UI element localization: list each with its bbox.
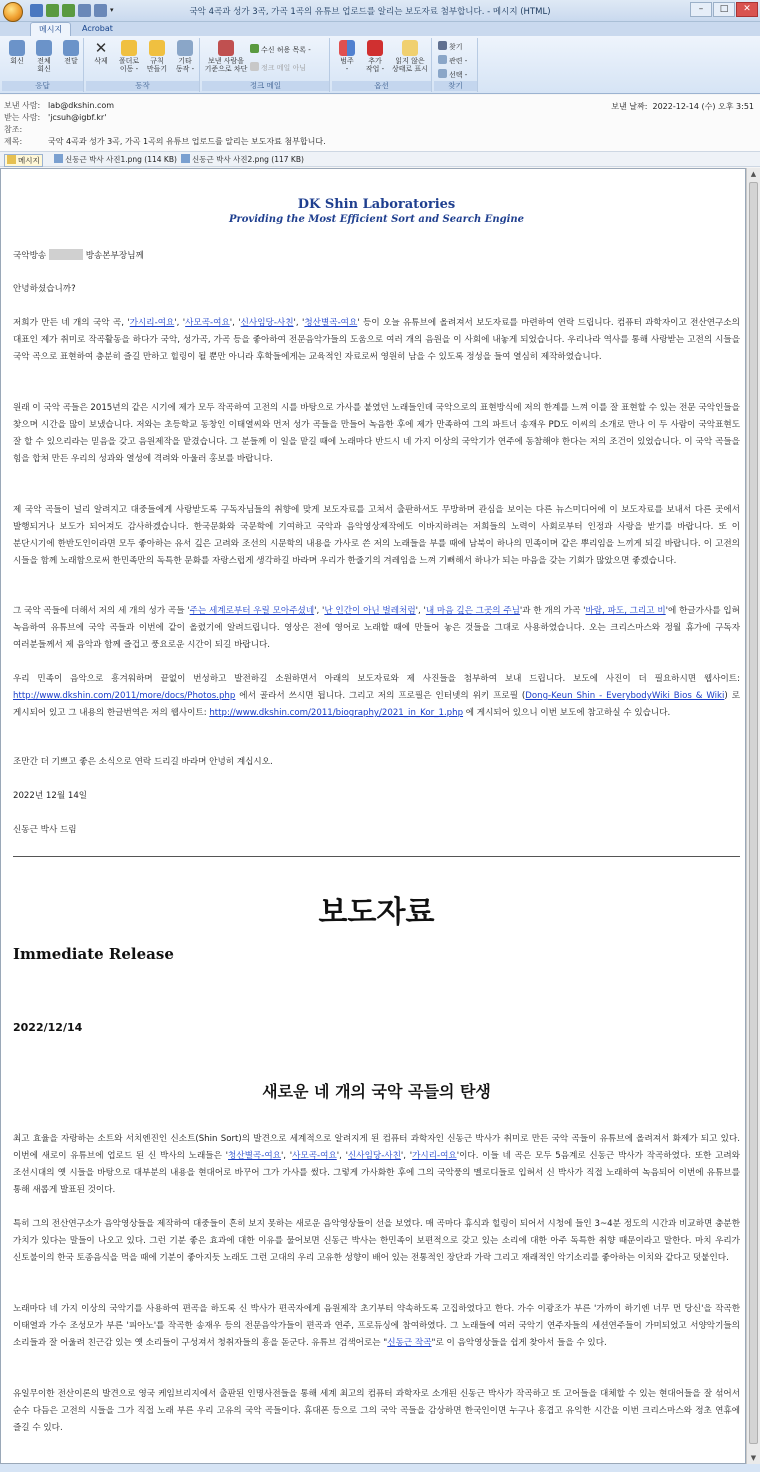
find-button[interactable]: 찾기	[438, 41, 463, 52]
window-title: 국악 4곡과 성가 3곡, 가곡 1곡의 유튜브 업로드를 알리는 보도자료 첨부합니다. - 메시지 (HTML)	[189, 7, 551, 17]
vertical-scrollbar[interactable]	[746, 168, 760, 1464]
ribbon-tabs	[0, 22, 760, 36]
cc-row: 참조:	[4, 125, 23, 134]
attachment-message[interactable]: 메시지	[4, 154, 43, 167]
tab-message[interactable]: 메시지	[30, 22, 71, 36]
press-song-link-4[interactable]: 가시리-여요	[412, 1151, 457, 1161]
song-link-2[interactable]: 사모곡-여요	[185, 318, 230, 328]
letter-paragraph-2: 원래 이 국악 곡들은 2015년의 같은 시기에 제가 모두 작곡하여 고전의 시를 바탕으로 가사를 붙였던 노래들인데 국악으로의 표현방식에 저의 한계를 느껴 이를 잘 표현할 수 있는 전문 국악인들을 찾으며 시간을 많이 보냈습니다. 저와는 초등학교 동창인 이태열씨와 먼저 성가 곡들을 만들어 녹음한 후에 제가 만족하여 그의 파트너 송재우 PD도 이씨의 소개로 만나 이 두 사람이 국악표현도 잘 할 수 있으리라는 믿음을 갖고 음원제작을 맡겼습니다. 그 분들께 이 일을 맡길 때에 노래마다 반드시 네 가지 이상의 국악기가 연주에 동참해야 한다는 저의 조건이 있었습니다. 이 국악 곡들을 힘을 합쳐 만든 우리의 성과와 열성에 격려와 아울러 홍보를 바랍니다.	[13, 403, 740, 464]
forward-icon	[63, 40, 79, 56]
letter-paragraph-1: 저희가 만든 네 개의 국악 곡, '가시리-여요', '사모곡-여요', '신사임당-사친', '청산별곡-여요' 등이 오늘 유튜브에 올려져서 보도자료를 마련하여 연락 드립니다. 컴퓨터 과학자이고 전산연구소의 대표인 제가 취미로 작곡활동을 하다가 국악, 성가곡, 가곡 등을 좋아하여 전문음악가들의 도움으로 여러 개의 음원을 이 사회에 내놓게 되었습니다. 우리나라 역사를 통해 사랑받는 고전의 시들을 국악 곡으로 표현하여 충분히 즐길 만하고 힐링이 될 뿐만 아니라 후학들에게는 교육적인 자료로써 영원히 남을 수 있도록 정성을 들여 열심히 제작하였습니다.	[13, 318, 740, 362]
actions-group-label: 동작	[86, 81, 199, 91]
subject-value: 국악 4곡과 성가 3곡, 가곡 1곡의 유튜브 업로드를 알리는 보도자료 첨부합니다.	[48, 137, 326, 146]
actions-group	[86, 38, 200, 92]
scroll-thumb[interactable]	[749, 182, 758, 1444]
from-value[interactable]: lab@dkshin.com	[48, 101, 115, 110]
folder-icon	[121, 40, 137, 56]
categorize-button[interactable]: 범주 -	[334, 40, 360, 73]
categorize-icon	[339, 40, 355, 56]
attachment-photo-2[interactable]: 신동근 박사 사진2.png (117 KB)	[179, 154, 306, 165]
move-to-folder-button[interactable]: 폴더로 이동 -	[116, 40, 142, 73]
attachments-bar	[0, 151, 760, 167]
redacted-name	[49, 249, 83, 260]
press-date: 2022/12/14	[13, 1021, 83, 1034]
press-headline: 새로운 네 개의 국악 곡들의 탄생	[262, 1082, 491, 1101]
image-file-icon	[181, 154, 190, 163]
greeting: 안녕하셨습니까?	[13, 284, 76, 294]
safe-list-icon	[250, 44, 259, 53]
not-junk-button[interactable]: 정크 메일 아님	[250, 62, 306, 73]
redo-icon[interactable]	[62, 4, 75, 17]
binoculars-icon	[438, 41, 447, 50]
hymn-link-1[interactable]: 주는 세계로부터 우릴 모아주셨네	[189, 606, 315, 616]
block-sender-icon	[218, 40, 234, 56]
attachment-photo-1[interactable]: 신동근 박사 사진1.png (114 KB)	[52, 154, 179, 165]
safe-list-button[interactable]: 수신 허용 목록 -	[250, 44, 311, 55]
reply-button[interactable]: 회신	[4, 40, 30, 65]
minimize-button[interactable]: –	[690, 2, 712, 17]
maximize-button[interactable]: □	[713, 2, 735, 17]
related-icon	[438, 55, 447, 64]
ribbon	[0, 36, 760, 94]
rule-icon	[149, 40, 165, 56]
press-paragraph-4: 유일무이한 전산이론의 발견으로 영국 케임브리지에서 출판된 인명사전들을 통해 세계 최고의 컴퓨터 과학자로 소개된 신동근 박사가 작곡하고 또 고어들을 대체할 수 있는 현대어들을 잘 섞어서 순수 다듬은 고전의 시들을 그가 직접 노래 부른 우리 고유의 국악 곡들이다. 휴대폰 등으로 그의 국악 곡들을 감상하면 한국인이면 누구나 흥겹고 유익한 시간을 이번 크리스마스와 정초 연휴에 즐길 수 있다.	[13, 1389, 740, 1433]
photos-link[interactable]: http://www.dkshin.com/2011/more/docs/Photos.php	[13, 691, 236, 701]
find-group-label: 찾기	[434, 81, 477, 91]
letter-paragraph-4: 그 국악 곡들에 더해서 저의 세 개의 성가 곡들 '주는 세계로부터 우릴 모아주셨네', '난 인간이 아닌 벌레처럼', '내 마음 깊은 그곳의 주님'과 한 개의 가곡 '바람, 파도, 그리고 비'에 한글가사를 입혀 녹음하여 유튜브에 국악 곡들과 이번에 같이 올렸기에 알려드립니다. 영상은 전에 영어로 노래할 때에 만들어 놓은 것들을 그대로 사용하였습니다. 오는 크리스마스와 정월 휴가에 구독자 여러분들께서 제 음악과 함께 즐겁고 풍요로운 시간이 되길 바랍니다.	[13, 606, 740, 650]
wiki-link[interactable]: Dong-Keun Shin - EverybodyWiki Bios & Wiki	[525, 691, 725, 701]
press-title: 보도자료	[318, 895, 435, 930]
other-actions-button[interactable]: 기타 동작 -	[172, 40, 198, 73]
closing: 조만간 더 기쁘고 좋은 소식으로 연락 드리길 바라며 안녕히 계십시오.	[13, 757, 273, 767]
scroll-up-icon[interactable]: ▲	[750, 170, 757, 178]
junk-group	[202, 38, 330, 92]
subject-row: 제목: 국악 4곡과 성가 3곡, 가곡 1곡의 유튜브 업로드를 알리는 보도자료 첨부합니다.	[4, 137, 326, 146]
forward-button[interactable]: 전달	[58, 40, 84, 65]
related-button[interactable]: 관련 -	[438, 55, 467, 66]
signature: 신동근 박사 드림	[13, 825, 77, 835]
lab-name: DK Shin Laboratories	[297, 197, 456, 212]
title-bar	[0, 0, 760, 22]
close-button[interactable]: ✕	[736, 2, 758, 17]
up-arrow-icon[interactable]	[78, 4, 91, 17]
other-actions-icon	[177, 40, 193, 56]
letter-paragraph-5: 우리 민족이 음악으로 흥겨워하며 끝없이 번성하고 발전하길 소원하면서 아래의 보도자료와 제 사진들을 첨부하여 보내 드립니다. 보도에 사진이 더 필요하시면 웹사이트: http://www.dkshin.com/2011/more/docs/Photos.php 에서 골라서 쓰시면 됩니다. 그리고 저의 프로필은 인터넷의 위키 프로필 (Dong-Keun Shin - EverybodyWiki Bios & Wiki) 로 게시되어 있고 그 내용의 한글번역은 저의 웹사이트: http://www.dkshin.com/2011/biography/2021_in_Kor_1.php 에 게시되어 있으니 이번 보도에 참고하실 수 있습니다.	[13, 674, 740, 718]
office-button[interactable]	[3, 2, 23, 22]
song-link-1[interactable]: 가시리-여요	[129, 318, 175, 328]
image-file-icon	[54, 154, 63, 163]
flag-icon	[367, 40, 383, 56]
divider	[13, 856, 740, 857]
letter-paragraph-3: 제 국악 곡들이 널리 알려지고 대중들에게 사랑받도록 구독자님들의 취향에 맞게 보도자료를 고쳐서 출판하셔도 무방하며 관심을 보이는 다른 뉴스미디어에 이 보도자료를 보내서 다른 곳에서 발행되거나 보도가 되어져도 감사하겠습니다. 한국문화와 국문학에 기여하고 국악과 음악영상제작에도 이바지하려는 저희들의 노력이 사회로부터 인정과 사랑을 받기를 바랍니다. 또 이 분단시기에 한반도인이라면 모두 좋아하는 유서 깊은 고려와 조선의 시문학의 내용을 가사로 쓴 저의 노래들을 부를 때에 남북이 하나의 민족이며 같은 뿌리임을 느끼게 되길 바랍니다. 이 고전의 시들을 함께 노래함으로써 한민족만의 독특한 문화를 자랑스럽게 생각하길 바라며 우리가 한줄기의 겨레임을 느껴 기뻐해서 하나가 되는 마음을 갖는 기회가 많았으면 좋겠습니다.	[13, 505, 740, 566]
lab-tagline: Providing the Most Efficient Sort and Search Engine	[228, 214, 525, 225]
to-value[interactable]: 'jcsuh@igbf.kr'	[48, 113, 107, 122]
quick-access-toolbar	[30, 4, 118, 17]
biography-link[interactable]: http://www.dkshin.com/2011/biography/2021_in_Kor_1.php	[209, 708, 464, 718]
options-group-label: 옵션	[332, 81, 431, 91]
salutation: 국악방송 방송본부장님께	[13, 251, 144, 261]
respond-group	[2, 38, 84, 92]
press-paragraph-3: 노래마다 네 가지 이상의 국악기를 사용하여 편곡을 하도록 신 박사가 편곡자에게 음원제작 초기부터 약속하도록 고집하였다고 한다. 가수 이광조가 부른 '가까이 하기엔 너무 먼 당신'을 작곡한 이태열과 가수 조성모가 부른 '피아노'를 작곡한 송재우 등의 전문음악가들이 편곡과 연주, 프로듀싱에 참여하였다. 그 노래들에 여러 국악기 연주자들의 세션연주들이 가미되었고 서양악기들의 소리들과 잘 어울려 친근감 있는 옛 소리들이 구성져서 청취자들의 흥을 돋군다. 유튜브 검색어로는 "신동근 작곡"로 이 음악영상들을 쉽게 찾아서 들을 수 있다.	[13, 1304, 740, 1348]
press-song-link-3[interactable]: 신사임당-사친	[347, 1151, 401, 1161]
envelope-icon	[7, 155, 16, 164]
respond-group-label: 응답	[2, 81, 83, 91]
press-song-link-1[interactable]: 청산별곡-여요	[228, 1151, 281, 1161]
song-link-3[interactable]: 신사임당-사친	[240, 318, 294, 328]
letter-date: 2022년 12월 14일	[13, 791, 88, 801]
create-rule-button[interactable]: 규칙 만들기	[144, 40, 170, 73]
scroll-down-icon[interactable]: ▼	[750, 1454, 757, 1462]
message-body[interactable]	[0, 168, 746, 1464]
select-icon	[438, 69, 447, 78]
from-row: 보낸 사람: lab@dkshin.com	[4, 101, 115, 110]
reply-all-button[interactable]: 전체 회신	[31, 40, 57, 73]
save-icon[interactable]	[30, 4, 43, 17]
delete-button[interactable]: ✕ 삭제	[94, 39, 108, 65]
mark-unread-icon	[402, 40, 418, 56]
song-link-4[interactable]: 청산별곡-여요	[304, 318, 358, 328]
reply-icon	[9, 40, 25, 56]
select-button[interactable]: 선택 -	[438, 69, 467, 80]
options-group	[332, 38, 432, 92]
press-song-link-2[interactable]: 사모곡-여요	[292, 1151, 337, 1161]
lied-link[interactable]: 바람, 파도, 그리고 비	[585, 606, 666, 616]
undo-icon[interactable]	[46, 4, 59, 17]
to-row: 받는 사람: 'jcsuh@igbf.kr'	[4, 113, 107, 122]
reply-all-icon	[36, 40, 52, 56]
junk-group-label: 정크 메일	[202, 81, 329, 91]
immediate-release: Immediate Release	[13, 945, 174, 963]
sent-date: 보낸 날짜: 2022-12-14 (수) 오후 3:51	[611, 102, 754, 111]
follow-up-button[interactable]: 추가 작업 -	[362, 40, 388, 73]
press-paragraph-2: 특히 그의 전산연구소가 음악영상들을 제작하여 대중들이 흔히 보지 못하는 새로운 음악영상들이 선을 보였다. 매 곡마다 휴식과 힐링이 되어서 시청에 들인 3~4분 정도의 시간과 비교하면 충분한 가치가 있다는 말들이 나오고 있다. 그런 기분 좋은 효과에 대한 이유를 물어보면 신동근 박사는 한민족이 보편적으로 갖고 있는 소리에 대한 아주 독특한 취향 때문이라고 말한다. 마치 우리가 신토불이의 한국 토종음식을 먹을 때에 기분이 좋아지듯 노래도 그런 고대의 우리 고유한 성향이 배어 있는 전통적인 장단과 가락 그리고 재래적인 악기소리를 좋아하는 이치와 같다고 덧붙인다.	[13, 1219, 740, 1263]
message-header	[0, 95, 760, 151]
qat-customize-icon[interactable]: ▾	[110, 6, 114, 14]
find-group	[434, 38, 478, 92]
not-junk-icon	[250, 62, 259, 71]
tab-acrobat[interactable]: Acrobat	[82, 24, 113, 33]
press-search-link[interactable]: 신동근 작곡	[387, 1338, 432, 1348]
status-bar	[0, 1464, 760, 1472]
delete-icon: ✕	[94, 39, 108, 57]
block-sender-button[interactable]: 보낸 사람을 기준으로 차단	[204, 40, 248, 73]
hymn-link-3[interactable]: 내 마음 깊은 그곳의 주님	[425, 606, 520, 616]
press-paragraph-1: 최고 효율을 자랑하는 소트와 서치엔진인 신소트(Shin Sort)의 발견으로 세계적으로 알려지게 된 컴퓨터 과학자인 신동근 박사가 취미로 만든 국악 곡들이 유튜브에 올려져서 화제가 되고 있다. 이번에 새로이 유튜브에 업로드 된 신 박사의 노래들은 '청산별곡-여요', '사모곡-여요', '신사임당-사친', '가시리-여요'이다. 이들 네 곡은 모두 5음계로 신동근 박사가 작곡하였다. 또한 고려와 조선시대의 옛 시들을 바탕으로 대부분의 내용을 현대어로 바꾸어 그가 가사를 썼다. 그렇게 가사화한 후에 그의 국악풍의 멜로디들로 입혀서 신 박사가 직접 노래하여 녹음되어 이번에 유튜브를 통해 새롭게 발표된 것이다.	[13, 1134, 740, 1195]
hymn-link-2[interactable]: 난 인간이 아닌 벌레처럼	[324, 606, 416, 616]
down-arrow-icon[interactable]	[94, 4, 107, 17]
mark-unread-button[interactable]: 읽지 않은 상태로 표시	[390, 40, 430, 73]
